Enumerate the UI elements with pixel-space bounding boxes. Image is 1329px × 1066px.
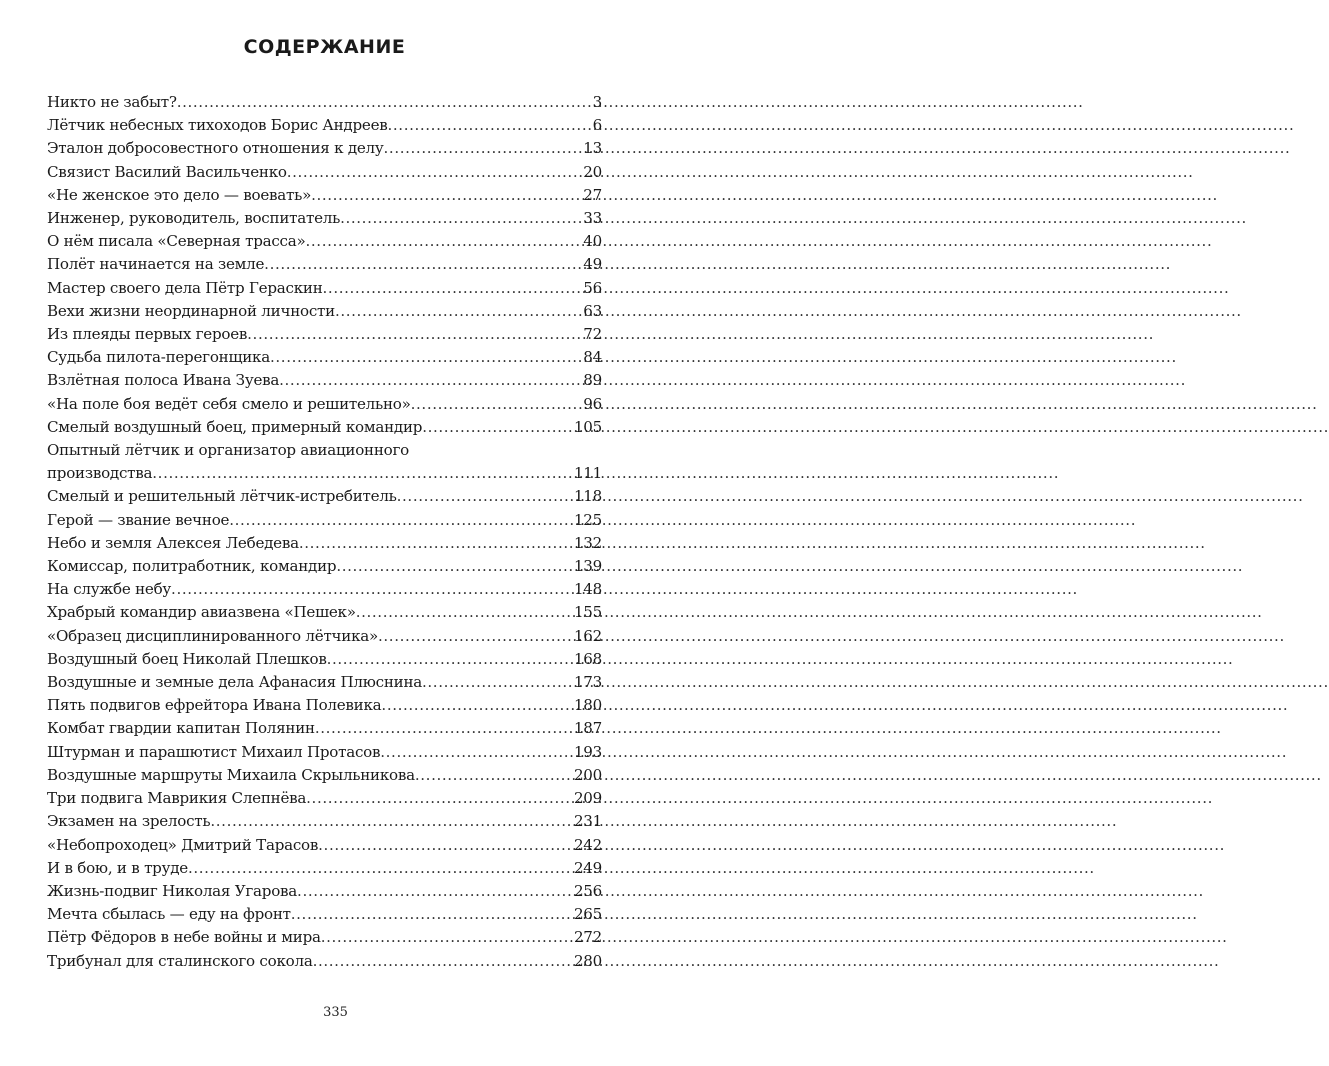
toc-entry [47, 416, 602, 439]
toc-entry [47, 253, 602, 276]
toc-entry-title: Полёт начинается на земле [47, 255, 265, 274]
toc-leader-dots [321, 926, 573, 949]
toc-leader-dots [299, 532, 573, 555]
toc-entry-title: Никто не забыт? [47, 93, 177, 111]
toc-entry-title: «На поле боя ведёт себя смело и решительно» [47, 394, 411, 413]
toc-entry-line [47, 601, 602, 624]
toc-entry [47, 230, 602, 253]
toc-entry-title: «Не женское это дело — воевать» [47, 185, 312, 204]
toc-entry-page: 168 [573, 649, 602, 668]
toc-leader-dots [411, 393, 583, 416]
toc-entry-line [47, 857, 602, 880]
toc-leader-dots [152, 462, 573, 485]
toc-entry [47, 485, 602, 508]
toc-entry-line [47, 671, 602, 694]
toc-leader-dots [306, 230, 583, 253]
toc-entry-title: Судьба пилота-перегонщика [47, 348, 270, 367]
toc-entry-line [47, 509, 602, 532]
toc-entry-page: 193 [573, 742, 602, 761]
contents-page [47, 34, 602, 973]
toc-entry-line [47, 741, 602, 764]
toc-leader-dots [422, 671, 573, 694]
toc-entry-title: Герой — звание вечное [47, 510, 230, 529]
toc-leader-dots [311, 184, 582, 207]
toc-entry-title: «Небопроходец» Дмитрий Тарасов [47, 835, 319, 854]
toc-entry-line [47, 369, 602, 392]
toc-entry-line [47, 184, 602, 207]
toc-entry-title: Воздушные маршруты Михаила Скрыльникова [47, 765, 415, 784]
toc-entry-line [47, 207, 602, 230]
toc-entry-line [47, 137, 602, 160]
toc-entry-page: 148 [573, 580, 602, 599]
toc-leader-dots [380, 741, 573, 764]
toc-leader-dots [313, 950, 573, 973]
toc-entry [47, 857, 602, 880]
toc-entry-title: Лётчик небесных тихоходов Борис Андреев [47, 116, 388, 135]
toc-leader-dots [279, 369, 582, 392]
toc-entry [47, 393, 602, 416]
toc-entry [47, 207, 602, 230]
toc-entry-page: 89 [583, 371, 602, 390]
toc-leader-dots [318, 834, 573, 857]
toc-entry-title: На службе небу [47, 580, 172, 599]
toc-leader-dots [340, 207, 582, 230]
toc-leader-dots [397, 485, 573, 508]
toc-leader-dots [287, 161, 583, 184]
toc-entry-line [47, 810, 602, 833]
toc-entry-title: О нём писала «Северная трасса» [47, 232, 306, 251]
toc-entry [47, 717, 602, 740]
toc-entry [47, 369, 602, 392]
toc-entry [47, 787, 602, 810]
toc-entry-line [47, 323, 602, 346]
toc-entry-line [47, 926, 602, 949]
toc-leader-dots [384, 137, 583, 160]
toc-entry-title-continuation: производства [47, 464, 153, 483]
toc-entry-line [47, 277, 602, 300]
toc-entry [47, 625, 602, 648]
toc-entry-page: 40 [583, 232, 602, 251]
toc-entry [47, 555, 602, 578]
toc-entry-line [47, 625, 602, 648]
toc-leader-dots [188, 857, 573, 880]
toc-leader-dots [327, 648, 573, 671]
toc-entry-page: 200 [573, 765, 602, 784]
toc-entry-page: 265 [573, 905, 602, 924]
toc-entry [47, 601, 602, 624]
toc-entry [47, 810, 602, 833]
toc-entry-page: 280 [573, 951, 602, 970]
toc-entry-page: 6 [592, 116, 602, 135]
toc-entry-title: Эталон добросовестного отношения к делу [47, 139, 384, 158]
toc-entry-line [47, 694, 602, 717]
toc-entry-page: 27 [583, 185, 602, 204]
toc-entry-title: Пётр Фёдоров в небе войны и мира [47, 928, 321, 947]
toc-entry-page: 63 [583, 301, 602, 320]
toc-entry-title: Трибунал для сталинского сокола [47, 951, 313, 970]
toc-entry-page: 118 [573, 487, 602, 506]
toc-entry-page: 256 [573, 881, 602, 900]
toc-leader-dots [291, 903, 573, 926]
toc-entry-line [47, 346, 602, 369]
toc-leader-dots [306, 787, 573, 810]
contents-heading: СОДЕРЖАНИЕ [243, 36, 406, 58]
toc-entry-line [47, 880, 602, 903]
toc-entry-title: «Образец дисциплинированного лётчика» [47, 626, 379, 645]
toc-entry-line [47, 764, 602, 787]
toc-entry-line [47, 950, 602, 973]
toc-entry [47, 114, 602, 137]
toc-entry-page: 49 [583, 255, 602, 274]
toc-entry-title: Три подвига Маврикия Слепнёва [47, 789, 307, 808]
toc-entry-page: 249 [573, 858, 602, 877]
toc-entry-line [47, 161, 602, 184]
toc-entry [47, 300, 602, 323]
toc-entry-page: 33 [583, 209, 602, 228]
toc-entry-title: Воздушный боец Николай Плешков [47, 649, 327, 668]
toc-entry-page: 272 [573, 928, 602, 947]
toc-entry-line [47, 648, 602, 671]
toc-leader-dots [210, 810, 573, 833]
toc-entry-page: 173 [573, 673, 602, 692]
toc-entry-line [47, 416, 602, 439]
toc-leader-dots [247, 323, 582, 346]
toc-entry-page: 56 [583, 278, 602, 297]
toc-entry-page: 96 [583, 394, 602, 413]
toc-entry-title: Из плеяды первых героев [47, 325, 248, 344]
toc-entry-line [47, 462, 602, 485]
toc-entry-line [47, 230, 602, 253]
toc-leader-dots [388, 114, 592, 137]
toc-leader-dots [336, 555, 573, 578]
toc-entry-title: Смелый и решительный лётчик-истребитель [47, 487, 397, 506]
toc-entry [47, 277, 602, 300]
toc-entry-page: 72 [583, 325, 602, 344]
toc-entry-title: Храбрый командир авиазвена «Пешек» [47, 603, 356, 622]
toc-entry [47, 926, 602, 949]
toc-entry-page: 111 [573, 464, 602, 483]
toc-entry-page: 162 [573, 626, 602, 645]
toc-entry-title: И в бою, и в труде [47, 858, 188, 877]
toc-entry-title: Мечта сбылась — еду на фронт [47, 905, 291, 924]
toc-entry [47, 184, 602, 207]
toc-entry [47, 648, 602, 671]
toc-entry-page: 155 [573, 603, 602, 622]
toc-leader-dots [378, 625, 573, 648]
toc-entry-page: 180 [573, 696, 602, 715]
toc-leader-dots [381, 694, 573, 717]
toc-leader-dots [264, 253, 582, 276]
toc-entry [47, 161, 602, 184]
toc-entry [47, 439, 602, 485]
toc-entry-line [47, 555, 602, 578]
toc-entry [47, 741, 602, 764]
toc-leader-dots [270, 346, 582, 369]
toc-entry-title: Мастер своего дела Пётр Гераскин [47, 278, 323, 297]
toc-entry-title: Вехи жизни неординарной личности [47, 301, 335, 320]
toc-entry [47, 532, 602, 555]
toc-entry-page: 187 [573, 719, 602, 738]
toc-entry-page: 84 [583, 348, 602, 367]
toc-entry-line [47, 532, 602, 555]
toc-leader-dots [229, 509, 573, 532]
toc-entry-line [47, 787, 602, 810]
toc-entry [47, 578, 602, 601]
toc-leader-dots [415, 764, 573, 787]
toc-entry-title: Опытный лётчик и организатор авиационного [47, 441, 409, 460]
toc-entry-line [47, 253, 602, 276]
toc-leader-dots [315, 717, 573, 740]
toc-entry-line [47, 114, 602, 137]
toc-entry-page: 132 [573, 533, 602, 552]
toc-entry-page: 125 [573, 510, 602, 529]
toc-entry [47, 346, 602, 369]
toc-entry-title: Комбат гвардии капитан Полянин [47, 719, 315, 738]
toc-entry-line [47, 717, 602, 740]
toc-entry [47, 509, 602, 532]
toc-entry-title: Небо и земля Алексея Лебедева [47, 533, 299, 552]
toc-entry [47, 694, 602, 717]
toc-leader-dots [177, 91, 592, 114]
toc-entry-title: Штурман и парашютист Михаил Протасов [47, 742, 381, 761]
toc-entry-title: Взлётная полоса Ивана Зуева [47, 371, 280, 390]
toc-leader-dots [335, 300, 582, 323]
toc-entry-page: 13 [583, 139, 602, 158]
toc-entry [47, 91, 602, 114]
toc-entry-title: Смелый воздушный боец, примерный командир [47, 417, 423, 436]
toc-leader-dots [422, 416, 573, 439]
toc-entry-line [47, 91, 602, 114]
toc-entry-page: 139 [573, 557, 602, 576]
toc-leader-dots [356, 601, 573, 624]
toc-entry [47, 323, 602, 346]
toc-entry-title: Связист Василий Васильченко [47, 162, 287, 181]
toc-entry [47, 764, 602, 787]
toc-entry-line [47, 485, 602, 508]
toc-entry [47, 880, 602, 903]
toc-entry [47, 834, 602, 857]
toc-entry [47, 950, 602, 973]
toc-entry-page: 209 [573, 789, 602, 808]
page-number: 335 [323, 1005, 348, 1020]
toc-entry-line [47, 393, 602, 416]
toc-entry-line [47, 834, 602, 857]
toc-entry-title: Инженер, руководитель, воспитатель [47, 209, 341, 228]
toc-entry-line [47, 903, 602, 926]
toc-entry-page: 3 [592, 93, 602, 111]
toc-entry-title: Пять подвигов ефрейтора Ивана Полевика [47, 696, 382, 715]
toc-entry-page: 242 [573, 835, 602, 854]
toc-entry [47, 671, 602, 694]
toc-entry-title: Воздушные и земные дела Афанасия Плюснина [47, 673, 423, 692]
table-of-contents [47, 91, 602, 973]
toc-entry-title: Комиссар, политработник, командир [47, 557, 337, 576]
toc-entry [47, 137, 602, 160]
toc-entry-title: Экзамен на зрелость [47, 812, 211, 831]
toc-entry-line [47, 578, 602, 601]
toc-leader-dots [323, 277, 583, 300]
toc-leader-dots [297, 880, 573, 903]
toc-entry-page: 105 [573, 417, 602, 436]
toc-entry-page: 20 [583, 162, 602, 181]
toc-entry-line [47, 300, 602, 323]
toc-leader-dots [171, 578, 573, 601]
toc-entry [47, 903, 602, 926]
toc-entry-page: 231 [573, 812, 602, 831]
toc-entry-title: Жизнь-подвиг Николая Угарова [47, 881, 298, 900]
